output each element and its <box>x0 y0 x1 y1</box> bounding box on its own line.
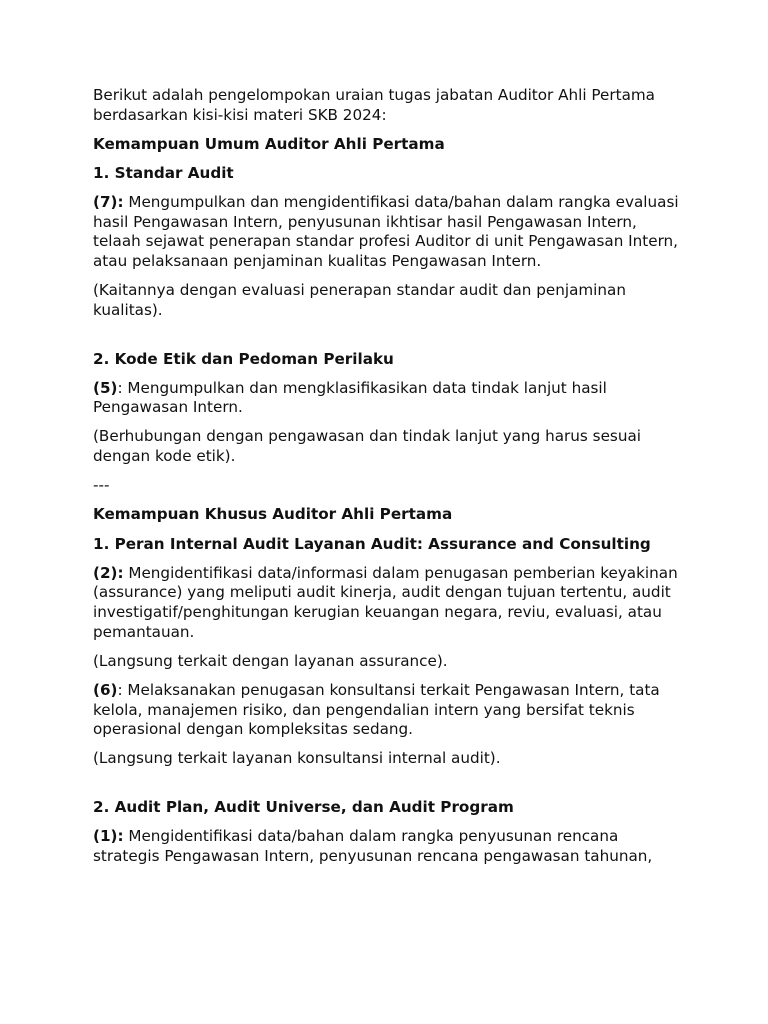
task-item-5 <box>93 379 683 418</box>
task-text: Mengumpulkan dan mengidentifikasi data/bahan dalam rangka evaluasi hasil Pengawasan Intern, penyusunan ikhtisar hasil Pengawasan Intern, telaah sejawat penerapan standar profesi Auditor di unit Pengawasan Intern, atau pelaksanaan penjaminan kualitas Pengawasan Intern. <box>93 193 679 270</box>
task-code: (1): <box>93 827 124 846</box>
section-title-khusus: Kemampuan Khusus Auditor Ahli Pertama <box>93 505 453 524</box>
task-code: (7): <box>93 193 124 212</box>
task-item-6 <box>93 681 683 740</box>
section-title-umum: Kemampuan Umum Auditor Ahli Pertama <box>93 134 445 153</box>
task-text: : Mengumpulkan dan mengklasifikasikan data tindak lanjut hasil Pengawasan Intern. <box>93 378 607 417</box>
task-item-2 <box>93 564 683 642</box>
task-code: (2): <box>93 563 124 582</box>
separator: --- <box>93 476 110 495</box>
task-note: (Langsung terkait layanan konsultansi internal audit). <box>93 749 501 768</box>
task-note: (Berhubungan dengan pengawasan dan tindak lanjut yang harus sesuai dengan kode etik). <box>93 427 641 466</box>
task-code: (5) <box>93 378 118 397</box>
task-item-7 <box>93 193 683 271</box>
task-text: Mengidentifikasi data/bahan dalam rangka penyusunan rencana strategis Pengawasan Intern, penyusunan rencana pengawasan tahunan, <box>93 827 653 865</box>
task-code: (6) <box>93 680 118 699</box>
document-page <box>93 86 683 876</box>
task-item-1 <box>93 827 683 866</box>
task-note: (Kaitannya dengan evaluasi penerapan standar audit dan penjaminan kualitas). <box>93 281 626 319</box>
intro-paragraph: Berikut adalah pengelompokan uraian tugas jabatan Auditor Ahli Pertama berdasarkan kisi-kisi materi SKB 2024: <box>93 86 655 124</box>
subsection-title-standar-audit: 1. Standar Audit <box>93 163 234 182</box>
blank-line <box>93 330 683 350</box>
subsection-title-assurance-consulting: 1. Peran Internal Audit Layanan Audit: Assurance and Consulting <box>93 534 651 553</box>
task-text: : Melaksanakan penugasan konsultansi terkait Pengawasan Intern, tata kelola, manajemen risiko, dan pengendalian intern yang bersifat teknis operasional dengan kompleksitas sedang. <box>93 680 660 739</box>
subsection-title-audit-plan: 2. Audit Plan, Audit Universe, dan Audit Program <box>93 798 514 817</box>
blank-line <box>93 779 683 799</box>
task-note: (Langsung terkait dengan layanan assurance). <box>93 651 448 670</box>
subsection-title-kode-etik: 2. Kode Etik dan Pedoman Perilaku <box>93 349 394 368</box>
task-text: Mengidentifikasi data/informasi dalam penugasan pemberian keyakinan (assurance) yang meliputi audit kinerja, audit dengan tujuan tertentu, audit investigatif/penghitungan kerugian keuangan negara, reviu, evaluasi, atau pemantauan. <box>93 563 678 641</box>
